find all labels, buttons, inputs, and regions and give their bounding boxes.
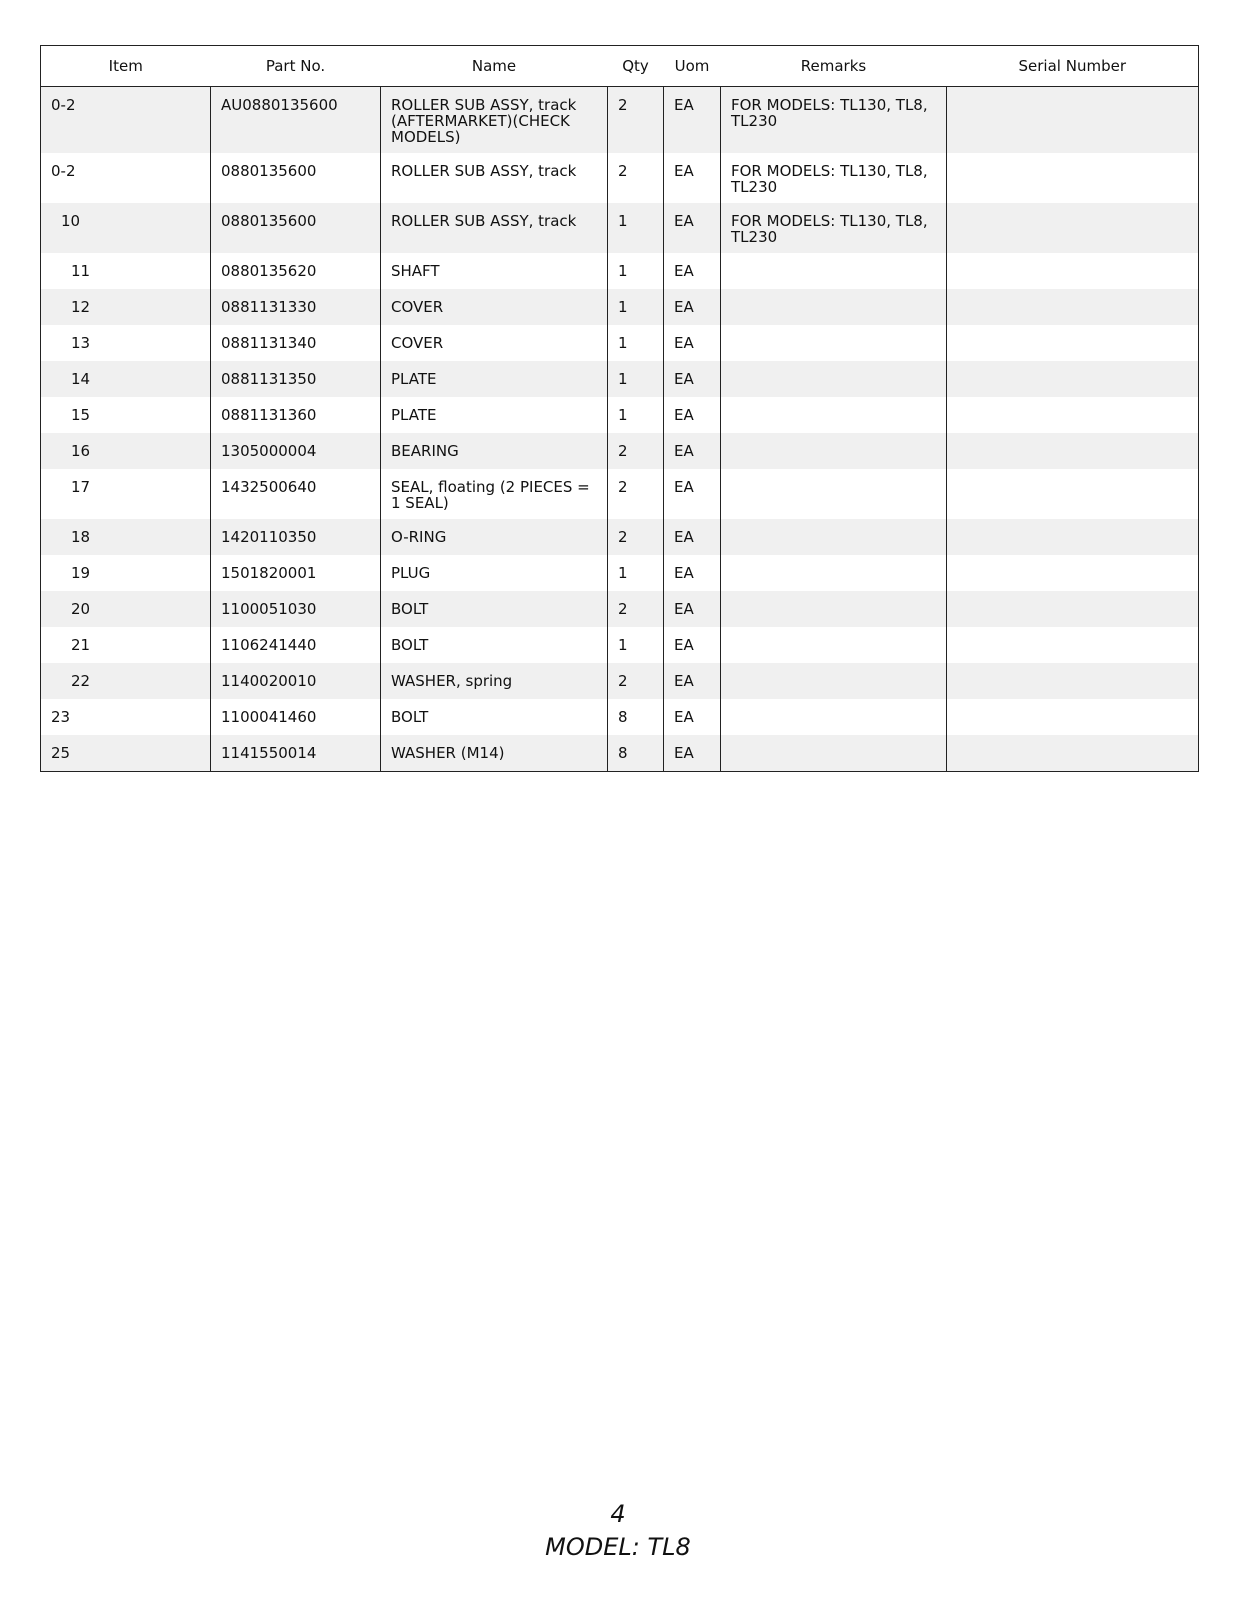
cell-item: 0-2 xyxy=(41,87,211,154)
cell-item: 23 xyxy=(41,699,211,735)
cell-remarks: FOR MODELS: TL130, TL8, TL230 xyxy=(721,203,947,253)
header-serial-number: Serial Number xyxy=(947,46,1199,87)
cell-qty: 2 xyxy=(608,87,664,154)
cell-qty: 8 xyxy=(608,735,664,772)
cell-name: WASHER (M14) xyxy=(381,735,608,772)
header-remarks: Remarks xyxy=(721,46,947,87)
parts-table xyxy=(40,45,1199,772)
cell-uom: EA xyxy=(664,253,721,289)
cell-name: O-RING xyxy=(381,519,608,555)
cell-remarks xyxy=(721,591,947,627)
header-item: Item xyxy=(41,46,211,87)
cell-uom: EA xyxy=(664,361,721,397)
header-part-no: Part No. xyxy=(211,46,381,87)
cell-serial xyxy=(947,519,1199,555)
cell-qty: 2 xyxy=(608,469,664,519)
cell-remarks xyxy=(721,289,947,325)
table-row xyxy=(41,361,1199,397)
cell-item: 21 xyxy=(41,627,211,663)
cell-name: COVER xyxy=(381,325,608,361)
cell-remarks xyxy=(721,627,947,663)
cell-serial xyxy=(947,87,1199,154)
cell-serial xyxy=(947,469,1199,519)
cell-uom: EA xyxy=(664,735,721,772)
cell-serial xyxy=(947,361,1199,397)
cell-remarks: FOR MODELS: TL130, TL8, TL230 xyxy=(721,153,947,203)
cell-uom: EA xyxy=(664,591,721,627)
cell-item: 10 xyxy=(41,203,211,253)
cell-part-no: 1140020010 xyxy=(211,663,381,699)
table-row xyxy=(41,153,1199,203)
cell-qty: 1 xyxy=(608,289,664,325)
cell-name: PLATE xyxy=(381,397,608,433)
table-row xyxy=(41,519,1199,555)
cell-item: 14 xyxy=(41,361,211,397)
table-row xyxy=(41,555,1199,591)
cell-uom: EA xyxy=(664,627,721,663)
cell-name: WASHER, spring xyxy=(381,663,608,699)
cell-uom: EA xyxy=(664,469,721,519)
cell-name: PLATE xyxy=(381,361,608,397)
cell-qty: 1 xyxy=(608,325,664,361)
header-qty: Qty xyxy=(608,46,664,87)
cell-uom: EA xyxy=(664,153,721,203)
model-label: MODEL: TL8 xyxy=(545,1533,691,1561)
cell-part-no: 1141550014 xyxy=(211,735,381,772)
cell-name: PLUG xyxy=(381,555,608,591)
cell-qty: 1 xyxy=(608,627,664,663)
cell-name: COVER xyxy=(381,289,608,325)
table-row xyxy=(41,203,1199,253)
cell-serial xyxy=(947,735,1199,772)
header-uom: Uom xyxy=(664,46,721,87)
cell-part-no: 0880135600 xyxy=(211,203,381,253)
cell-part-no: 0881131340 xyxy=(211,325,381,361)
cell-remarks xyxy=(721,361,947,397)
cell-qty: 1 xyxy=(608,203,664,253)
cell-name: SHAFT xyxy=(381,253,608,289)
cell-serial xyxy=(947,433,1199,469)
cell-qty: 2 xyxy=(608,433,664,469)
table-row xyxy=(41,87,1199,154)
cell-part-no: 1420110350 xyxy=(211,519,381,555)
cell-uom: EA xyxy=(664,397,721,433)
table-row xyxy=(41,397,1199,433)
cell-remarks xyxy=(721,397,947,433)
cell-uom: EA xyxy=(664,519,721,555)
cell-name: BOLT xyxy=(381,699,608,735)
table-row xyxy=(41,735,1199,772)
cell-part-no: 1501820001 xyxy=(211,555,381,591)
cell-uom: EA xyxy=(664,87,721,154)
table-row xyxy=(41,433,1199,469)
cell-qty: 1 xyxy=(608,555,664,591)
cell-qty: 1 xyxy=(608,397,664,433)
cell-name: SEAL, floating (2 PIECES = 1 SEAL) xyxy=(381,469,608,519)
cell-serial xyxy=(947,253,1199,289)
cell-serial xyxy=(947,289,1199,325)
cell-remarks xyxy=(721,519,947,555)
cell-item: 18 xyxy=(41,519,211,555)
cell-name: BOLT xyxy=(381,591,608,627)
cell-uom: EA xyxy=(664,699,721,735)
cell-remarks: FOR MODELS: TL130, TL8, TL230 xyxy=(721,87,947,154)
cell-part-no: 1106241440 xyxy=(211,627,381,663)
table-row xyxy=(41,699,1199,735)
cell-remarks xyxy=(721,253,947,289)
table-row xyxy=(41,325,1199,361)
cell-item: 20 xyxy=(41,591,211,627)
table-row xyxy=(41,663,1199,699)
cell-remarks xyxy=(721,469,947,519)
cell-serial xyxy=(947,663,1199,699)
cell-qty: 2 xyxy=(608,663,664,699)
cell-item: 22 xyxy=(41,663,211,699)
cell-item: 15 xyxy=(41,397,211,433)
cell-name: ROLLER SUB ASSY, track xyxy=(381,203,608,253)
cell-remarks xyxy=(721,433,947,469)
cell-serial xyxy=(947,699,1199,735)
cell-remarks xyxy=(721,735,947,772)
cell-item: 19 xyxy=(41,555,211,591)
cell-qty: 2 xyxy=(608,591,664,627)
cell-remarks xyxy=(721,325,947,361)
cell-part-no: 1305000004 xyxy=(211,433,381,469)
cell-uom: EA xyxy=(664,289,721,325)
cell-remarks xyxy=(721,555,947,591)
cell-qty: 1 xyxy=(608,253,664,289)
cell-name: BEARING xyxy=(381,433,608,469)
cell-serial xyxy=(947,325,1199,361)
cell-part-no: 1100051030 xyxy=(211,591,381,627)
cell-part-no: 0881131350 xyxy=(211,361,381,397)
cell-serial xyxy=(947,153,1199,203)
cell-serial xyxy=(947,203,1199,253)
cell-serial xyxy=(947,591,1199,627)
page-number: 4 xyxy=(610,1500,626,1528)
cell-item: 0-2 xyxy=(41,153,211,203)
cell-item: 11 xyxy=(41,253,211,289)
header-row xyxy=(41,46,1199,87)
cell-part-no: 0881131360 xyxy=(211,397,381,433)
cell-serial xyxy=(947,397,1199,433)
cell-name: ROLLER SUB ASSY, track xyxy=(381,153,608,203)
cell-part-no: AU0880135600 xyxy=(211,87,381,154)
cell-part-no: 1100041460 xyxy=(211,699,381,735)
cell-name: ROLLER SUB ASSY, track (AFTERMARKET)(CHECK MODELS) xyxy=(381,87,608,154)
cell-uom: EA xyxy=(664,203,721,253)
cell-item: 12 xyxy=(41,289,211,325)
table-row xyxy=(41,469,1199,519)
cell-qty: 2 xyxy=(608,519,664,555)
cell-uom: EA xyxy=(664,663,721,699)
cell-part-no: 1432500640 xyxy=(211,469,381,519)
cell-remarks xyxy=(721,663,947,699)
table-row xyxy=(41,627,1199,663)
cell-item: 25 xyxy=(41,735,211,772)
cell-serial xyxy=(947,555,1199,591)
cell-part-no: 0880135620 xyxy=(211,253,381,289)
cell-name: BOLT xyxy=(381,627,608,663)
cell-item: 13 xyxy=(41,325,211,361)
cell-item: 17 xyxy=(41,469,211,519)
cell-uom: EA xyxy=(664,433,721,469)
cell-uom: EA xyxy=(664,325,721,361)
cell-part-no: 0880135600 xyxy=(211,153,381,203)
table-row xyxy=(41,591,1199,627)
cell-remarks xyxy=(721,699,947,735)
cell-item: 16 xyxy=(41,433,211,469)
cell-qty: 1 xyxy=(608,361,664,397)
table-row xyxy=(41,289,1199,325)
cell-part-no: 0881131330 xyxy=(211,289,381,325)
table-row xyxy=(41,253,1199,289)
cell-uom: EA xyxy=(664,555,721,591)
header-name: Name xyxy=(381,46,608,87)
cell-qty: 8 xyxy=(608,699,664,735)
cell-serial xyxy=(947,627,1199,663)
cell-qty: 2 xyxy=(608,153,664,203)
